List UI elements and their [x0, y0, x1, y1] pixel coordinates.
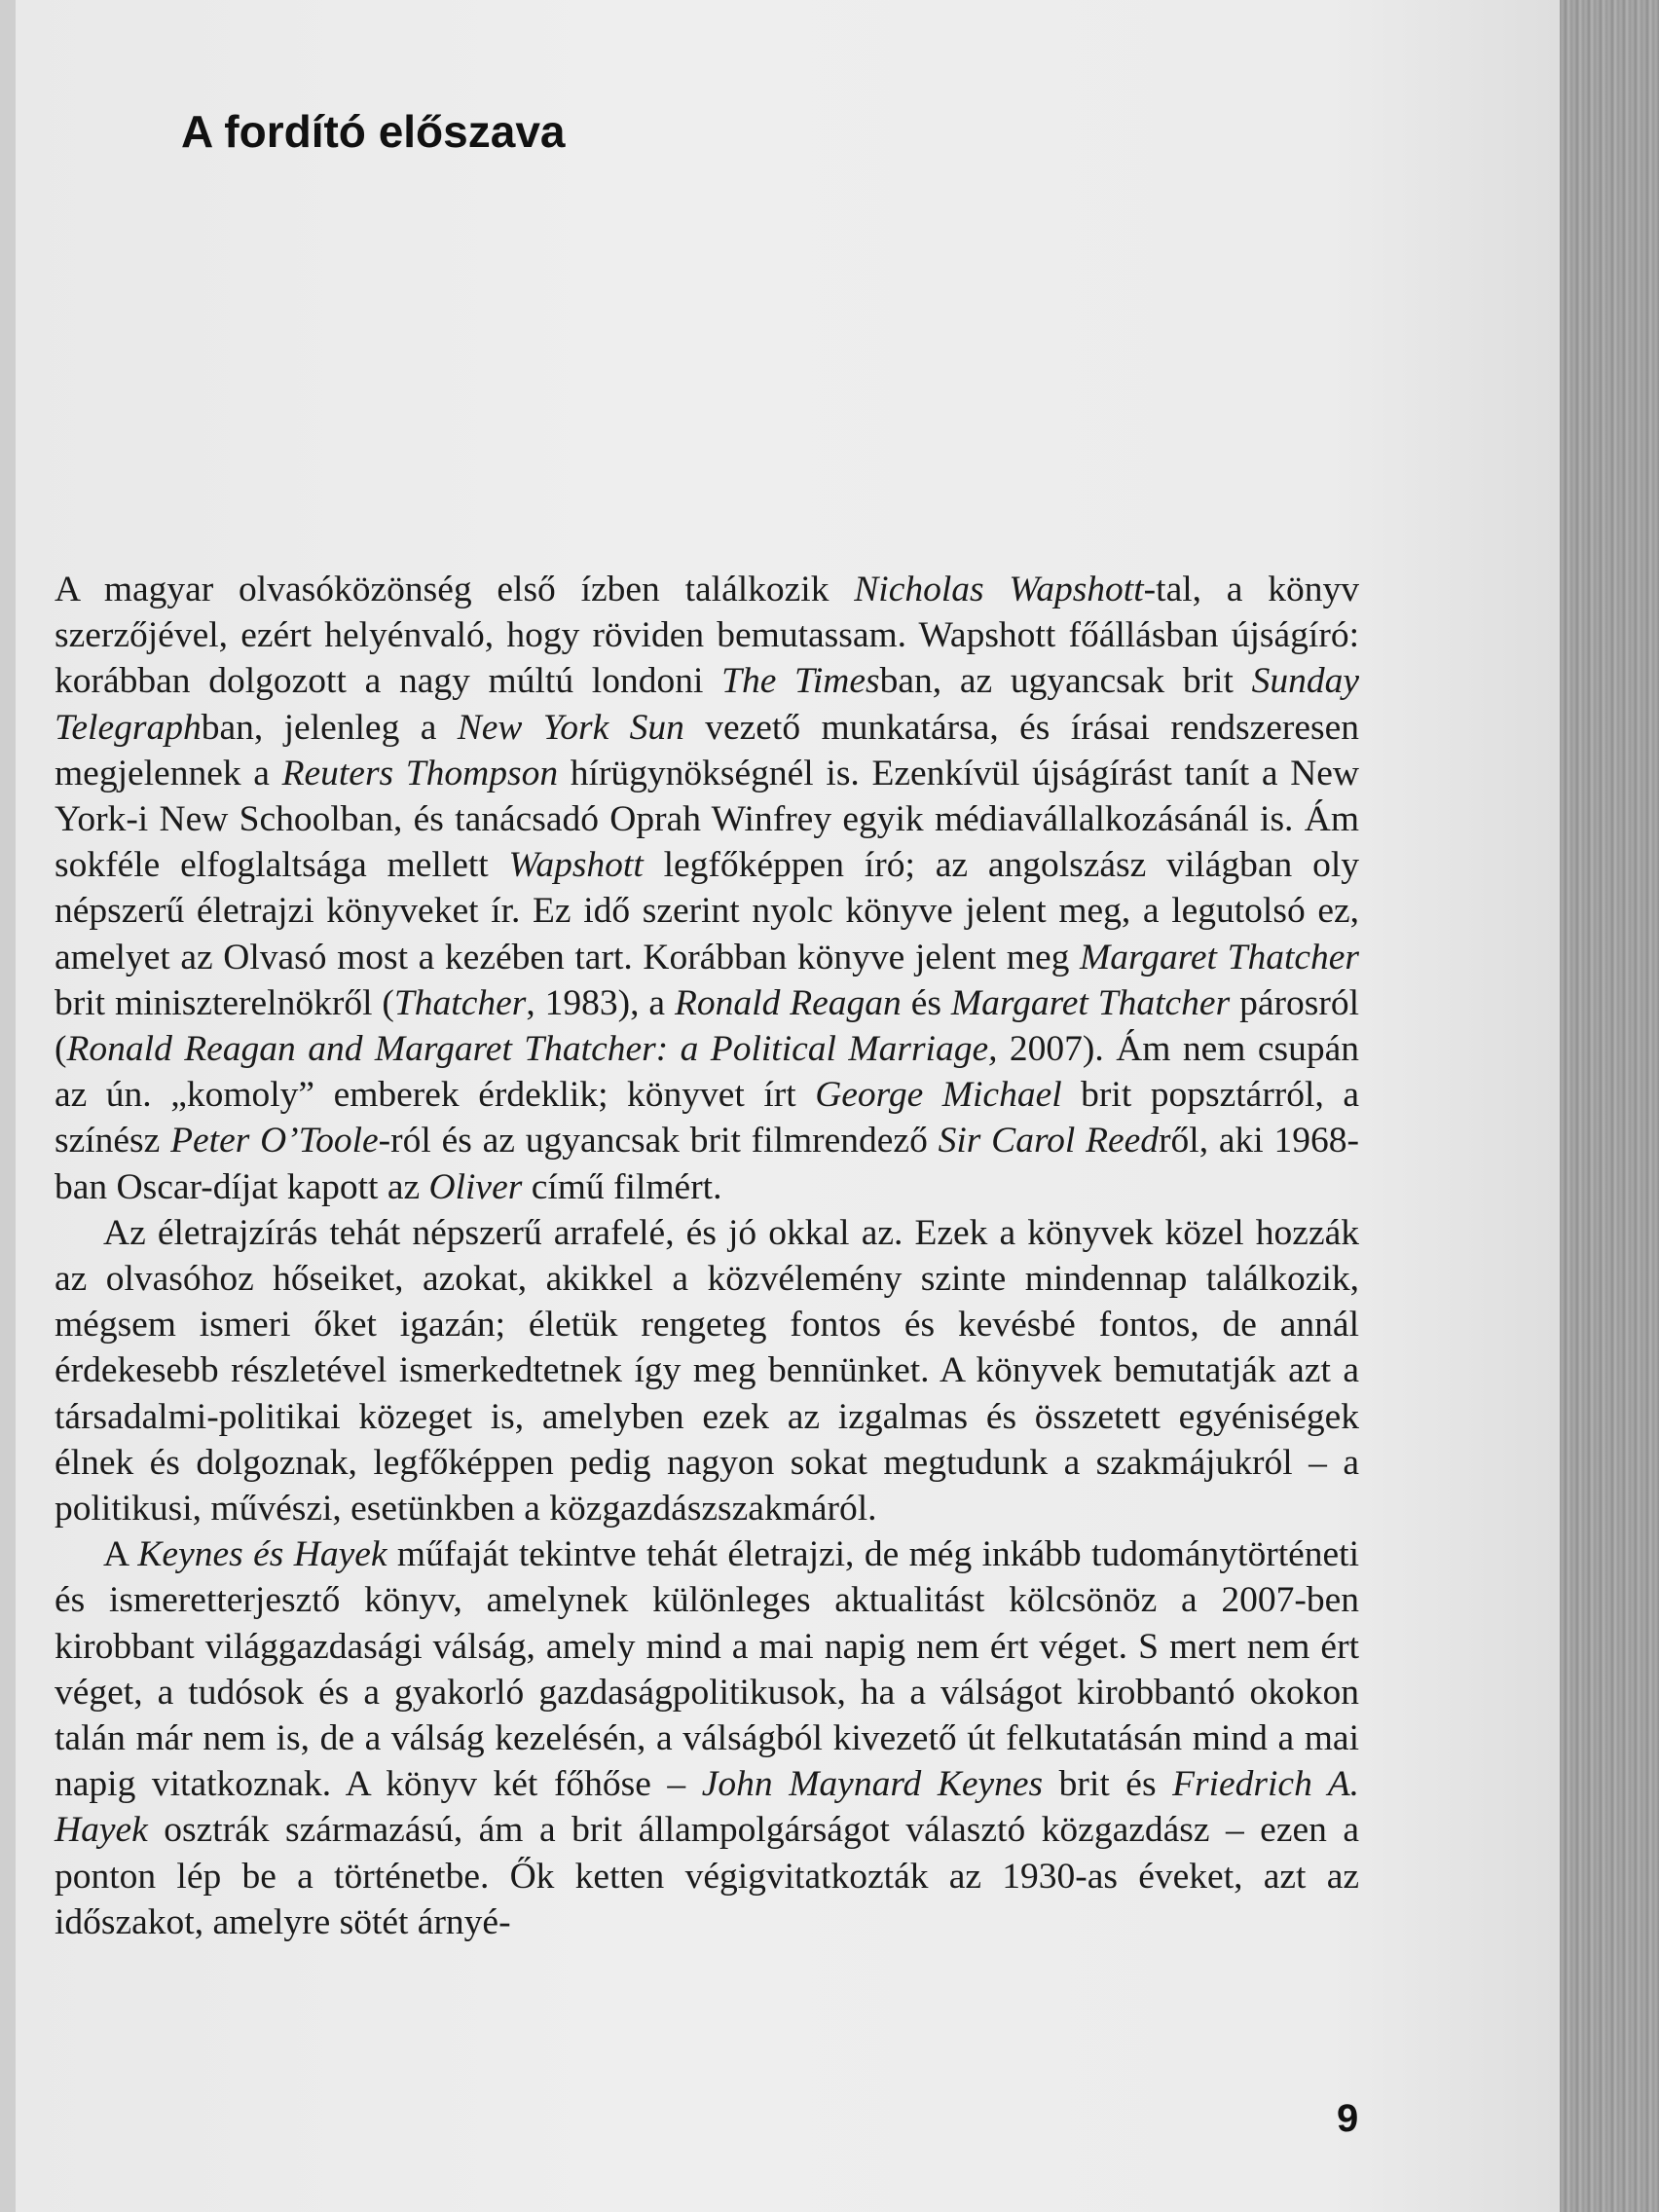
text-run: párosról ( — [55, 982, 1359, 1070]
italic-text-run: Keynes és Hayek — [137, 1534, 387, 1575]
text-run: 2007). Ám nem csupán az ún. „komoly” emberek érdeklik; könyvet írt — [55, 1029, 1360, 1116]
text-run: , 1983), a — [526, 982, 675, 1023]
paragraph — [55, 1531, 1359, 1945]
italic-text-run: Nicholas Wapshott — [854, 570, 1144, 609]
paragraph — [55, 567, 1359, 1210]
text-run: ban, jelenleg a — [201, 707, 458, 748]
italic-text-run: Ronald Reagan and Margaret Thatcher: a Political Marriage, — [66, 1029, 998, 1070]
text-run: vezető munkatársa, és írásai rendszeresen megjelennek a — [55, 707, 1359, 793]
italic-text-run: George Michael — [815, 1075, 1062, 1116]
italic-text-run: Ronald Reagan — [675, 982, 902, 1023]
text-run: brit popsztárról, a színész — [55, 1075, 1360, 1161]
page-stack-edge — [1560, 0, 1659, 2212]
italic-text-run: Wapshott — [508, 845, 644, 886]
page-number: 9 — [1337, 2097, 1359, 2140]
text-run: ről, aki 1968-ban Oscar-díjat kapott az — [55, 1121, 1359, 1207]
italic-text-run: John Maynard Keynes — [701, 1764, 1044, 1805]
text-run: A magyar olvasóközönség első ízben találkozik — [55, 570, 855, 609]
text-run: -ról és az ugyancsak brit filmrendező — [378, 1121, 939, 1161]
text-run: és — [901, 982, 951, 1023]
text-run: osztrák származású, ám a brit állampolgárságot választó közgazdász – ezen a ponton lép be a történetbe. Ők ketten végigvitatkozták az 1930-as éveket, azt az időszakot, amelyre sötét árnyé- — [55, 1810, 1359, 1942]
text-run: brit miniszterelnökről ( — [55, 982, 394, 1023]
italic-text-run: Oliver — [428, 1166, 523, 1207]
book-gutter-edge — [0, 0, 16, 2212]
italic-text-run: Friedrich A. Hayek — [55, 1764, 1359, 1851]
text-run: A — [103, 1534, 138, 1575]
text-run: brit és — [1043, 1764, 1173, 1805]
text-run: hírügynökségnél is. Ezenkívül újságírást tanít a New York-i New Schoolban, és tanácsadó Oprah Winfrey egyik médiavállalkozásánál is. Ám sokféle elfoglaltsága mellett — [55, 753, 1359, 886]
italic-text-run: Reuters Thompson — [281, 753, 559, 793]
italic-text-run: Margaret Thatcher — [950, 982, 1231, 1023]
italic-text-run: Sunday Telegraph — [55, 661, 1360, 748]
italic-text-run: Thatcher — [393, 982, 527, 1023]
italic-text-run: The Times — [721, 661, 880, 702]
text-run: Az életrajzírás tehát népszerű arrafelé, és jó okkal az. Ezek a könyvek közel hozzák az olvasóhoz hőseiket, azokat, akikkel a közvélemény szinte mindennap találkozik, mégsem ismeri őket igazán; életük rengeteg fontos és kevésbé fontos, de annál érdekesebb részletével ismerkedtetnek így meg bennünket. A könyvek bemutatják azt a társadalmi-politikai közeget is, amelyben ezek az izgalmas és összetett egyéniségek élnek és dolgoznak, legfőképpen pedig nagyon sokat megtudunk a szakmájukról – a politikusi, művészi, esetünkben a közgazdászszakmáról. — [55, 1212, 1359, 1530]
paragraph — [55, 1210, 1359, 1531]
text-run: legfőképpen író; az angolszász világban oly népszerű életrajzi könyveket ír. Ez idő szerint nyolc könyve jelent meg, a legutolsó ez, amelyet az Olvasó most a kezében tart. Korábban könyve jelent meg — [55, 845, 1359, 977]
italic-text-run: Peter O’Toole — [170, 1121, 379, 1161]
text-run: című filmért. — [522, 1166, 722, 1207]
body-text — [55, 567, 1359, 1945]
text-run: -tal, a könyv szerzőjével, ezért helyénvaló, hogy röviden bemutassam. Wapshott főállásban újságíró: korábban dolgozott a nagy múltú londoni — [55, 570, 1359, 702]
italic-text-run: New York Sun — [457, 707, 684, 748]
italic-text-run: Margaret Thatcher — [1080, 937, 1359, 977]
chapter-title: A fordító előszava — [181, 106, 566, 157]
text-run: ban, az ugyancsak brit — [879, 661, 1252, 702]
text-run: műfaját tekintve tehát életrajzi, de még inkább tudománytörténeti és ismeretterjesztő könyv, amelynek különleges aktualitást kölcsönöz a 2007-ben kirobbant világgazdasági válság, amely mind a mai napig nem ért véget. S mert nem ért véget, a tudósok és a gyakorló gazdaságpolitikusok, ha a válságot kirobbantó okokon talán már nem is, de a válság kezelésén, a válságból kivezető út felkutatásán mind a mai napig vitatkoznak. A könyv két főhőse – — [55, 1534, 1359, 1805]
italic-text-run: Sir Carol Reed — [938, 1121, 1160, 1161]
